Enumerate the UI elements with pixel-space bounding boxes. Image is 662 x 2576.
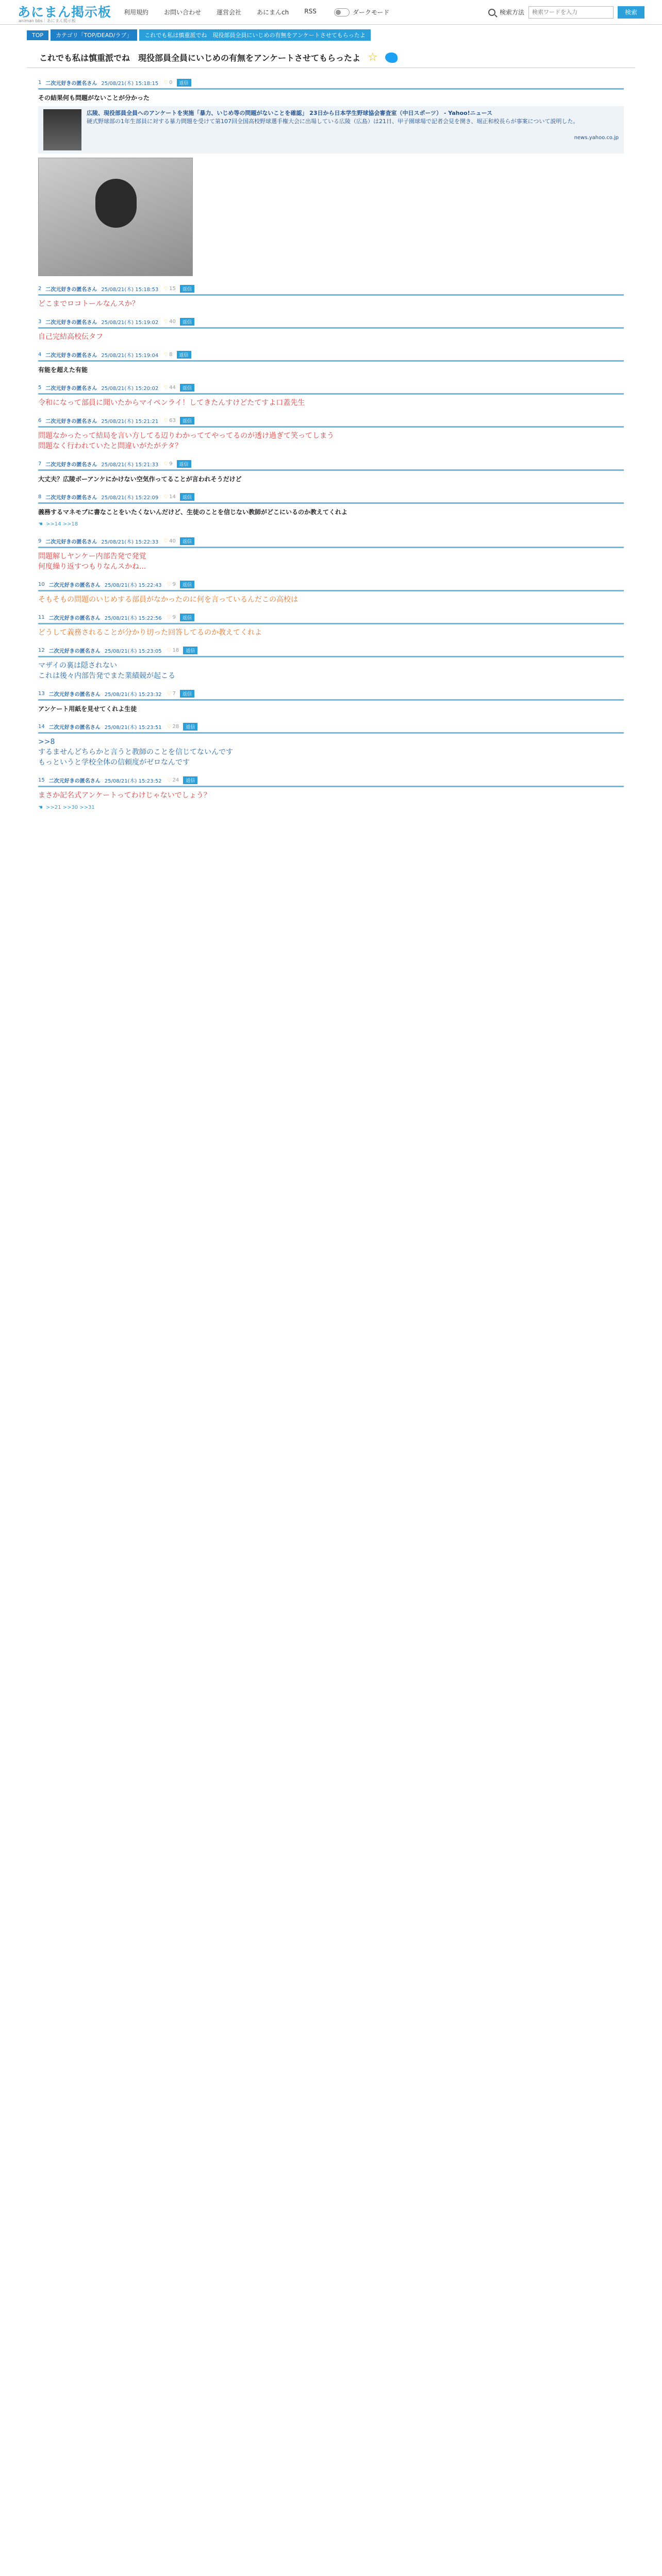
reply-anchors[interactable]: >>21 >>30 >>31 [45,804,95,810]
post-body: >>8 するませんどちらかと言うと教師のことを信じてないんです もっというと学校全体の信頼度がゼロなんです [38,738,233,767]
like-count: 40 [169,538,176,544]
poster-name: 二次元好きの匿名さん [48,615,101,621]
poster-name: 二次元好きの匿名さん [45,385,97,392]
post-body: どうして義務されることが分かり切った回答してるのか教えてくれよ [38,629,262,637]
post-body: そもそもの問題のいじめする部員がなかったのに何を言っているんだこの高校は [38,596,298,604]
like-count: 28 [172,723,179,730]
post-number[interactable]: 12 [38,647,45,653]
post-number[interactable]: 9 [38,538,42,544]
post-divider [38,360,624,362]
link-card[interactable] [38,106,624,154]
post-body: 有能を超えた有能 [38,366,88,374]
post-divider [38,656,624,657]
breadcrumb-category[interactable]: カテゴリ「TOP/DEAD/ラブ」 [51,29,137,41]
post-date: 25/08/21(木) 15:23:32 [104,691,162,698]
page-title: これでも私は慎重派でね 現役部員全員にいじめの有無をアンケートさせてもらったよ [39,53,361,63]
post-body: 自己完結高校伝タフ [38,333,103,341]
reply-button[interactable]: 返信 [183,723,197,731]
post [38,721,624,768]
like-icon[interactable]: ♡ [163,494,169,500]
post-list [0,77,662,812]
post-divider [38,623,624,624]
reply-button[interactable]: 返信 [180,493,194,501]
poster-name: 二次元好きの匿名さん [45,286,97,293]
breadcrumb-top[interactable]: TOP [27,30,48,40]
post [38,316,624,342]
favorite-star-icon[interactable]: ☆ [368,51,378,64]
post [38,415,624,451]
post-date: 25/08/21(木) 15:18:15 [101,80,159,87]
link-card-source: news.yahoo.co.jp [574,135,619,141]
link-card-thumbnail [43,109,81,150]
poster-name: 二次元好きの匿名さん [48,648,101,654]
post [38,579,624,605]
reply-button[interactable]: 返信 [180,690,194,698]
post-header [38,645,624,655]
post-number[interactable]: 6 [38,417,42,423]
post-divider [38,469,624,471]
post-body: まさか記名式アンケートってわけじゃないでしょう？ [38,791,211,800]
nav-company[interactable]: 運営会社 [217,9,242,16]
post-header [38,316,624,327]
post-body: マザイの裏は隠されない これは後々内部告発でまた業績競が起こる [38,662,175,680]
toggle-switch[interactable] [334,8,350,16]
post-body: どこまでロコトールなんスか？ [38,300,139,308]
thread-title-bar [27,47,635,68]
post [38,459,624,484]
reply-button[interactable]: 返信 [183,647,197,654]
reply-button[interactable]: 返信 [180,318,194,326]
post-divider [38,426,624,428]
post-divider [38,327,624,329]
post-date: 25/08/21(木) 15:23:05 [104,648,162,654]
post [38,77,624,276]
like-icon[interactable]: ♡ [167,777,172,783]
search-box [488,6,644,19]
reply-button[interactable]: 返信 [180,614,194,621]
post-header [38,283,624,294]
post-body: アンケート用紙を見せてくれよ生徒 [38,705,137,713]
reply-button[interactable]: 返信 [177,351,191,359]
reply-links [38,803,624,812]
post-header [38,721,624,732]
reply-button[interactable]: 返信 [180,384,194,392]
link-card-desc: 硬式野球部の1年生部員に対する暴力問題を受けて第107回全国高校野球選手権大会に出場している広陵（広島）は21日、甲子園球場で記者会見を開き、堀正和校長らが事案について説明した。 [87,118,579,125]
attached-photo[interactable] [38,158,193,276]
poster-name: 二次元好きの匿名さん [45,80,97,87]
post-number[interactable]: 13 [38,690,45,697]
post-number[interactable]: 5 [38,384,42,391]
poster-name: 二次元好きの匿名さん [45,319,97,326]
post-divider [38,294,624,296]
header-nav [124,8,317,16]
post [38,492,624,529]
reply-links [38,519,624,529]
post [38,645,624,681]
post-number[interactable]: 4 [38,351,42,358]
like-icon[interactable]: ♡ [163,384,169,391]
site-logo[interactable] [18,1,112,24]
reply-icon: ☚ [38,521,43,527]
post-divider [38,547,624,548]
nav-rss[interactable]: RSS [304,8,317,15]
search-button[interactable]: 検索 [618,6,644,19]
poster-name: 二次元好きの匿名さん [45,495,97,501]
search-input[interactable] [528,6,614,19]
logo-subtext: animan bbs｜あにまん掲示板 [19,18,76,23]
post-body: 問題解しヤンケー内部告発で発覚 何度繰り返すつもりなんスかね... [38,552,146,571]
like-icon[interactable]: ♡ [163,79,169,86]
site-header [0,0,662,25]
like-icon[interactable]: ♡ [167,581,172,587]
post [38,283,624,309]
like-count: 7 [172,690,176,697]
post-number[interactable]: 2 [38,285,42,292]
nav-terms[interactable]: 利用規約 [124,9,149,16]
post-header [38,688,624,699]
like-count: 14 [169,494,176,500]
post [38,612,624,638]
like-icon[interactable]: ♡ [167,723,172,730]
breadcrumb-thread[interactable]: これでも私は慎重派でね 現役部員全員にいじめの有無をアンケートさせてもらったよ [139,29,370,41]
like-count: 9 [172,581,176,587]
like-count: 63 [169,417,176,423]
post-divider [38,699,624,701]
post-date: 25/08/21(木) 15:22:56 [104,615,162,621]
post [38,349,624,375]
post-number[interactable]: 14 [38,723,45,730]
reply-button[interactable]: 返信 [180,285,194,293]
breadcrumb [0,29,662,41]
like-count: 9 [169,461,173,467]
reply-button[interactable]: 返信 [180,417,194,425]
post-body: 問題なかったって結局を言い方してる辺りわかっててやってるのが透け過ぎて笑ってしまう 問題なく行われていたと問違いがたがテタ？ [38,432,334,450]
reply-button[interactable]: 返信 [180,581,194,588]
post-date: 25/08/21(木) 15:21:33 [101,462,159,468]
like-count: 0 [169,79,173,86]
like-icon[interactable]: ♡ [167,647,172,653]
post-divider [38,786,624,787]
post-number[interactable]: 3 [38,318,42,325]
poster-name: 二次元好きの匿名さん [48,691,101,698]
post-header [38,579,624,589]
post-header [38,415,624,426]
dark-mode-toggle[interactable] [334,8,390,16]
like-icon[interactable]: ♡ [163,538,169,544]
post [38,775,624,812]
post-divider [38,732,624,734]
poster-name: 二次元好きの匿名さん [45,352,97,359]
poster-name: 二次元好きの匿名さん [45,418,97,425]
like-icon[interactable]: ♡ [163,285,169,292]
post-body: 義務するマネモブに書なことをいたくないんだけど、生徒のことを信じない教師がどこにいるのか教えてくれよ [38,509,348,516]
post-date: 25/08/21(木) 15:23:51 [104,724,162,731]
like-count: 44 [169,384,176,391]
reply-button[interactable]: 返信 [180,537,194,545]
like-icon[interactable]: ♡ [167,614,172,620]
post-divider [38,393,624,395]
logo-text: あにまん掲示板 [18,4,112,20]
like-icon[interactable]: ♡ [167,690,172,697]
like-count: 8 [169,351,173,358]
post-header [38,536,624,546]
reply-button[interactable]: 返信 [183,776,197,784]
post-date: 25/08/21(木) 15:19:04 [101,352,159,359]
twitter-share-icon[interactable] [385,53,398,63]
post-divider [38,590,624,591]
reply-button[interactable]: 返信 [177,460,191,468]
post-divider [38,502,624,504]
post-header [38,77,624,88]
like-icon[interactable]: ♡ [163,417,169,423]
post-date: 25/08/21(木) 15:22:33 [101,539,159,545]
post-number[interactable]: 1 [38,79,42,86]
like-count: 9 [172,614,176,620]
post-date: 25/08/21(木) 15:18:53 [101,286,159,293]
post [38,536,624,572]
post-body: 令和になって部員に聞いたからマイペンライ！してきたんすけどたてすよ口蓋先生 [38,399,305,407]
post-number[interactable]: 15 [38,777,45,783]
like-icon[interactable]: ♡ [163,351,169,358]
post-header [38,382,624,393]
search-help-link[interactable]: 検索方法 [499,9,524,16]
like-count: 18 [172,647,179,653]
post-date: 25/08/21(木) 15:19:02 [101,319,159,326]
post-divider [38,88,624,90]
post-date: 25/08/21(木) 15:21:21 [101,418,159,425]
reply-icon: ☚ [38,804,43,810]
post-header [38,492,624,502]
poster-name: 二次元好きの匿名さん [48,582,101,588]
post-body: その結果何も問題がないことが分かった [38,94,150,101]
post-number[interactable]: 7 [38,461,42,467]
post-date: 25/08/21(木) 15:23:52 [104,778,162,784]
post-header [38,459,624,469]
poster-name: 二次元好きの匿名さん [45,462,97,468]
post [38,688,624,714]
post [38,382,624,408]
poster-name: 二次元好きの匿名さん [48,778,101,784]
poster-name: 二次元好きの匿名さん [48,724,101,731]
post-date: 25/08/21(木) 15:20:02 [101,385,159,392]
post-date: 25/08/21(木) 15:22:09 [101,495,159,501]
like-icon[interactable]: ♡ [163,318,169,325]
dark-mode-label: ダークモード [352,9,390,16]
link-card-title[interactable]: 広陵、現役部員全員へのアンケートを実施「暴力、いじめ等の問題がないことを確認」 23日から日本学生野球協会審査室（中日スポーツ） - Yahoo!ニュース [87,110,493,116]
poster-name: 二次元好きの匿名さん [45,539,97,545]
reply-button[interactable]: 返信 [177,79,191,87]
like-count: 15 [169,285,176,292]
post-header [38,612,624,622]
post-number[interactable]: 10 [38,581,45,587]
post-body: 大丈夫？広陵ボーアンケにかけない空気作ってることが言われそうだけど [38,476,242,483]
reply-anchors[interactable]: >>14 >>18 [45,521,78,527]
like-icon[interactable]: ♡ [163,461,169,467]
post-number[interactable]: 11 [38,614,45,620]
post-number[interactable]: 8 [38,494,42,500]
like-count: 24 [172,777,179,783]
post-header [38,775,624,785]
nav-animanch[interactable]: あにまんch [257,9,289,16]
post-header [38,349,624,360]
search-icon [488,9,495,16]
nav-contact[interactable]: お問い合わせ [164,9,202,16]
like-count: 40 [169,318,176,325]
post-date: 25/08/21(木) 15:22:43 [104,582,162,588]
